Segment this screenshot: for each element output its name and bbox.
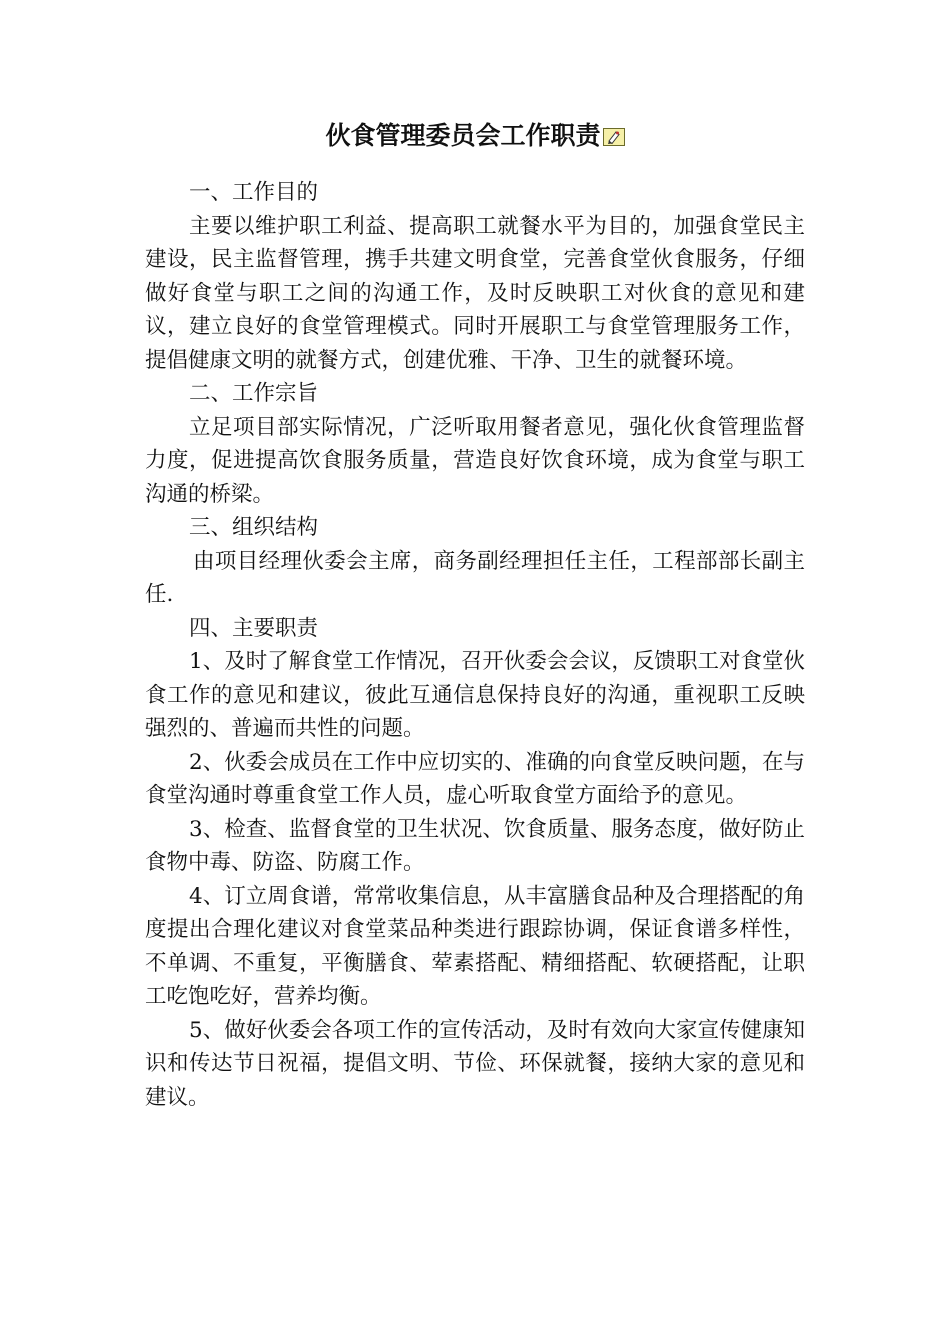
section-heading-duties: 四、主要职责 bbox=[189, 615, 319, 641]
section-paragraph-structure: 由项目经理伙委会主席，商务副经理担任主任，工程部部长副主任. bbox=[145, 548, 805, 607]
duty-item: 3、检查、监督食堂的卫生状况、饮食质量、服务态度，做好防止食物中毒、防盗、防腐工作。 bbox=[145, 816, 805, 875]
edit-note-icon bbox=[603, 120, 625, 138]
duty-item: 4、订立周食谱，常常收集信息，从丰富膳食品种及合理搭配的角度提出合理化建议对食堂菜品种类进行跟踪协调，保证食谱多样性，不单调、不重复，平衡膳食、荤素搭配、精细搭配、软硬搭配，让职工吃饱吃好，营养均衡。 bbox=[145, 883, 805, 1009]
section-heading-structure: 三、组织结构 bbox=[189, 515, 319, 540]
document-title-block bbox=[0, 118, 950, 154]
duty-item: 2、伙委会成员在工作中应切实的、准确的向食堂反映问题，在与食堂沟通时尊重食堂工作人员，虚心听取食堂方面给予的意见。 bbox=[145, 749, 805, 808]
document-body bbox=[145, 176, 805, 1114]
duty-item: 1、及时了解食堂工作情况，召开伙委会会议，反馈职工对食堂伙食工作的意见和建议，彼此互通信息保持良好的沟通，重视职工反映强烈的、普遍而共性的问题。 bbox=[145, 649, 805, 741]
section-paragraph-purpose: 主要以维护职工利益、提高职工就餐水平为目的，加强食堂民主建设，民主监督管理，携手共建文明食堂，完善食堂伙食服务，仔细做好食堂与职工之间的沟通工作，及时反映职工对伙食的意见和建议，建立良好的食堂管理模式。同时开展职工与食堂管理服务工作，提倡健康文明的就餐方式，创建优雅、干净、卫生的就餐环境。 bbox=[145, 213, 805, 373]
duty-item: 5、做好伙委会各项工作的宣传活动，及时有效向大家宣传健康知识和传达节日祝福，提倡文明、节俭、环保就餐，接纳大家的意见和建议。 bbox=[145, 1017, 805, 1110]
section-paragraph-tenet: 立足项目部实际情况，广泛听取用餐者意见，强化伙食管理监督力度，促进提高饮食服务质量，营造良好饮食环境，成为食堂与职工沟通的桥梁。 bbox=[145, 414, 805, 507]
document-title: 伙食管理委员会工作职责 bbox=[325, 121, 601, 150]
section-heading-purpose: 一、工作目的 bbox=[189, 180, 319, 205]
section-heading-tenet: 二、工作宗旨 bbox=[189, 381, 319, 406]
